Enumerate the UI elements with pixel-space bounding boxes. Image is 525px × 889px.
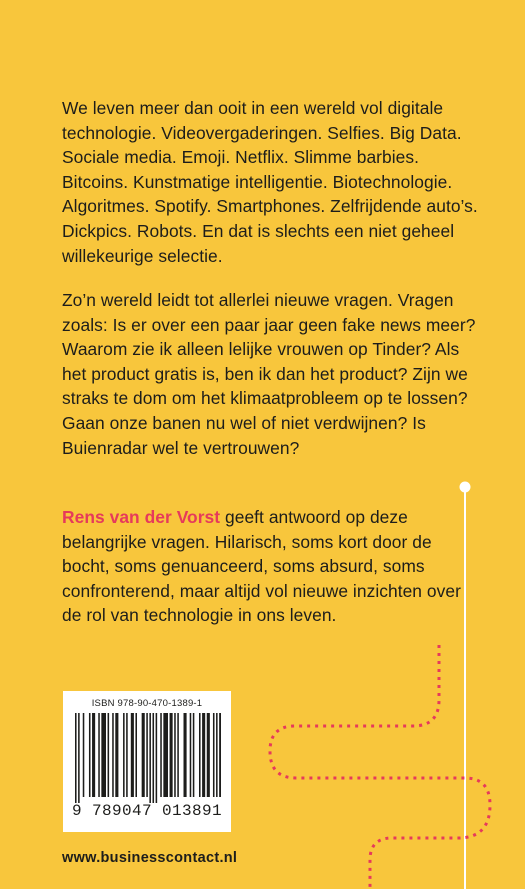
blurb-paragraph-2: Zo’n wereld leidt tot allerlei nieuwe vragen. Vragen zoals: Is er over een paar jaar geen fake news meer? Waarom zie ik alleen lelijke vrouwen op Tinder? Als het product gratis is, ben ik dan het product? Zijn we straks te dom om het klimaatprobleem op te lossen? Gaan onze banen nu wel of niet verdwijnen? Is Buienradar wel te vertrouwen? (62, 290, 476, 458)
barcode-bar (142, 713, 145, 797)
barcode-bar (126, 713, 128, 797)
barcode-bar (98, 713, 100, 797)
barcode-bar (115, 713, 118, 797)
line-end-dot (460, 482, 471, 493)
author-name: Rens van der Vorst (62, 507, 221, 527)
barcode-bar (75, 713, 77, 803)
blurb-paragraph-1: We leven meer dan ooit in een wereld vol digitale technologie. Videovergaderingen. Selfies. Big Data. Sociale media. Emoji. Netflix. Slimme barbies. Bitcoins. Kunstmatige intelligentie. Biotechnologie. Algoritmes. Spotify. Smartphones. Zelfrijdende auto’s. Dickpics. Robots. En dat is slechts een niet geheel willekeurige selectie. (62, 98, 478, 266)
barcode-bar (156, 713, 158, 803)
barcode-bar (163, 713, 168, 797)
barcode-bar (174, 713, 176, 797)
barcode-bar (108, 713, 110, 797)
barcode-bar (207, 713, 210, 797)
barcode-icon (73, 713, 221, 803)
barcode-panel (63, 691, 231, 832)
publisher-website: www.businesscontact.nl (62, 850, 238, 866)
barcode-bar (112, 713, 114, 797)
barcode-bar (131, 713, 134, 797)
barcode-bar (202, 713, 205, 797)
barcode-bar (101, 713, 106, 797)
isbn-label: ISBN 978-90-470-1389-1 (91, 698, 203, 709)
dotted-path (270, 645, 490, 889)
barcode-bar (78, 713, 80, 803)
barcode-bar (89, 713, 91, 797)
barcode-bar (199, 713, 201, 797)
barcode-bar (219, 713, 221, 797)
barcode-bar (160, 713, 162, 797)
barcode-bar (83, 713, 85, 797)
barcode-bar (92, 713, 95, 797)
barcode-bar (216, 713, 218, 797)
barcode-bar (153, 713, 155, 803)
barcode-bar (213, 713, 215, 797)
barcode-bar (135, 713, 137, 797)
barcode-bar (146, 713, 148, 797)
barcode-bar (177, 713, 179, 797)
barcode-bar (190, 713, 192, 797)
barcode-bar (123, 713, 125, 797)
barcode-digits: 9 789047 013891 (71, 802, 223, 820)
barcode-bar (184, 713, 187, 797)
blurb-paragraph-3-text: geeft antwoord op deze belangrijke vragen. Hilarisch, soms kort door de bocht, soms genuanceerd, soms absurd, soms confronterend, maar altijd vol nieuwe inzichten over de rol van technologie in ons leven. (62, 507, 461, 626)
barcode-bar (193, 713, 195, 797)
barcode-bar (170, 713, 173, 797)
barcode-bar (149, 713, 151, 803)
